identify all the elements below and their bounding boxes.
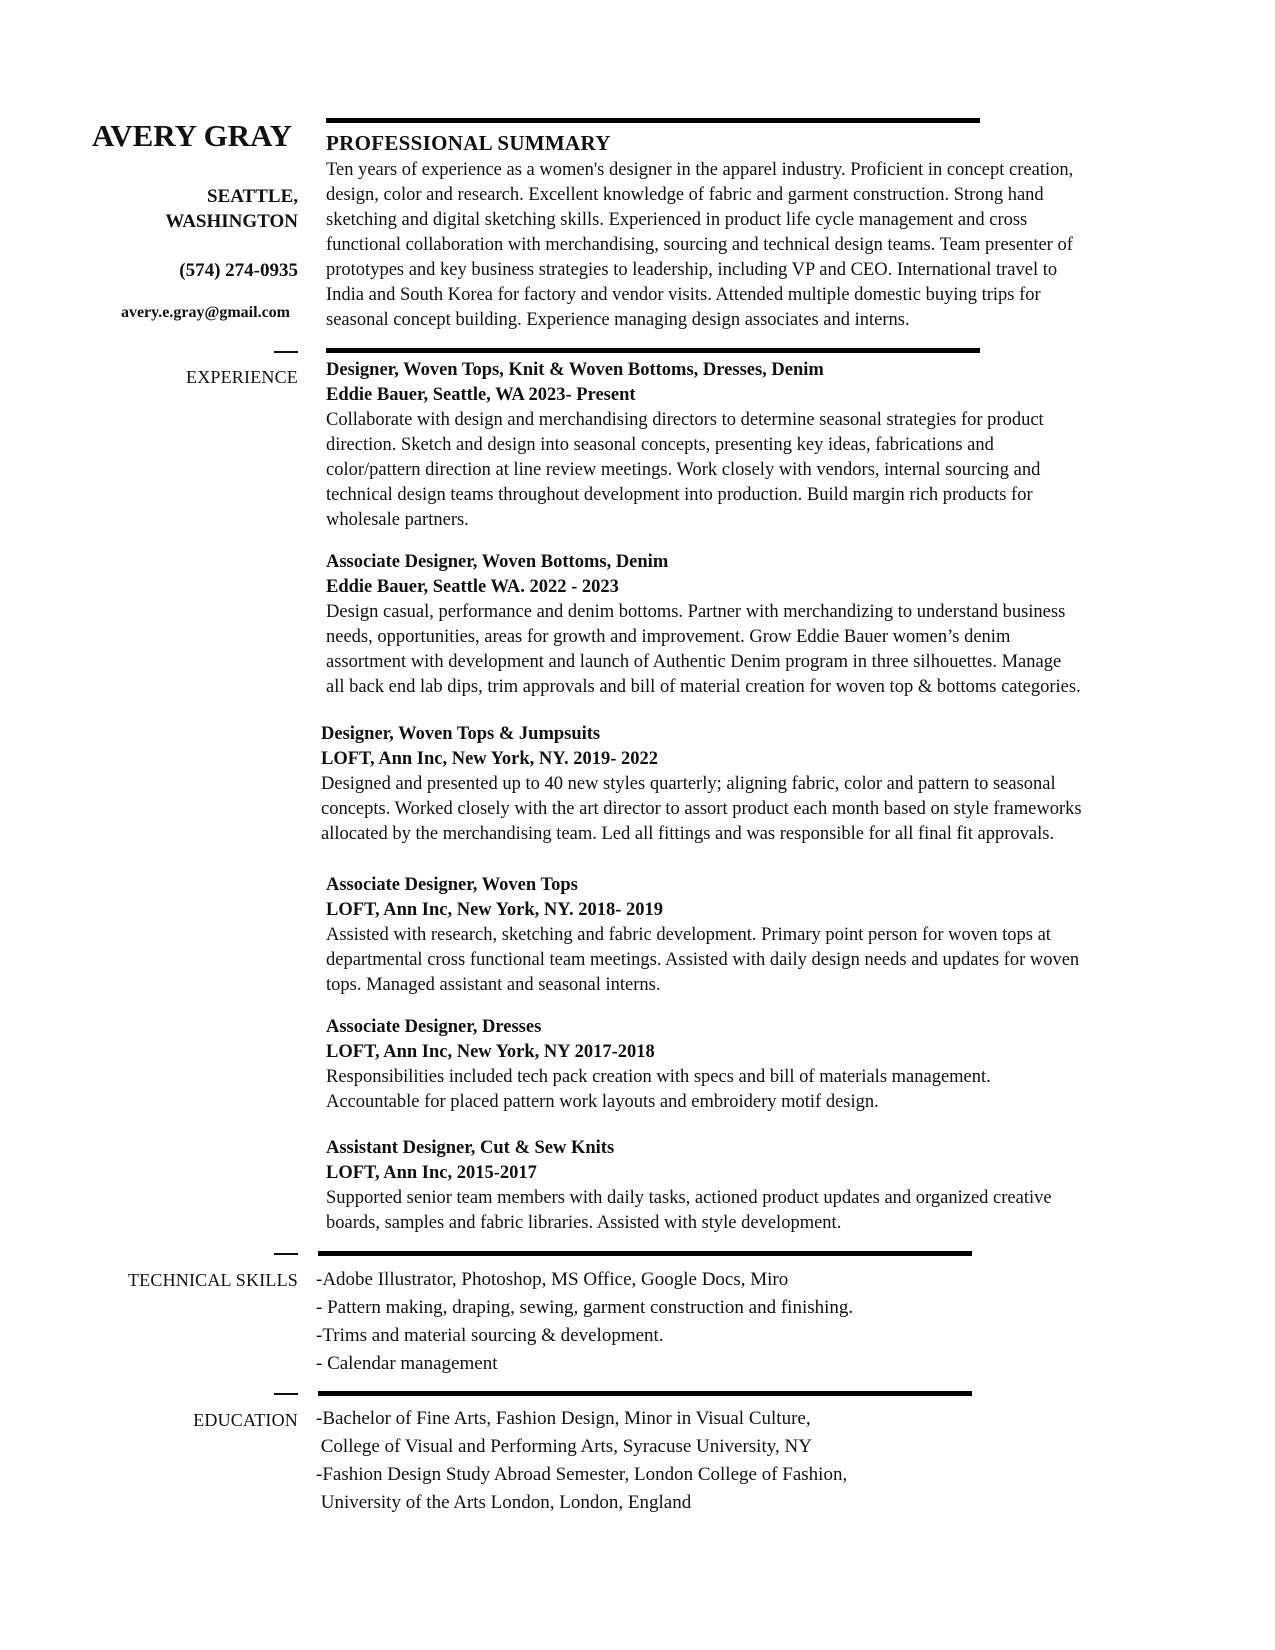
job-line: Assisted with research, sketching and fabric development. Primary point person for woven tops at [326, 925, 1051, 945]
job-title: Assistant Designer, Cut & Sew Knits [326, 1138, 615, 1158]
location [60, 184, 298, 234]
summary-heading: PROFESSIONAL SUMMARY [326, 131, 611, 155]
summary-line: sketching and digital sketching skills. Experienced in product life cycle management and cross [326, 210, 1028, 230]
job-line: Accountable for placed pattern work layouts and embroidery motif design. [326, 1092, 879, 1112]
education-tick [274, 1393, 298, 1395]
job-line: concepts. Worked closely with the art director to assort product each month based on style frameworks [321, 799, 1082, 819]
skills-tick [274, 1253, 298, 1255]
job-line: allocated by the merchandising team. Led all fittings and was responsible for all final fit approvals. [321, 824, 1055, 844]
job-line: Supported senior team members with daily tasks, actioned product updates and organized creative [326, 1188, 1052, 1208]
job-company: LOFT, Ann Inc, New York, NY. 2019- 2022 [321, 749, 658, 769]
job-description [326, 1065, 1186, 1115]
job-title: Designer, Woven Tops, Knit & Woven Bottoms, Dresses, Denim [326, 360, 824, 380]
job-company: LOFT, Ann Inc, 2015-2017 [326, 1163, 537, 1183]
skills-label: TECHNICAL SKILLS [127, 1270, 298, 1290]
job-line: boards, samples and fabric libraries. Assisted with style development. [326, 1213, 842, 1233]
job-description [326, 408, 1186, 533]
job-description [326, 600, 1186, 700]
experience-tick [274, 351, 298, 353]
summary-body [326, 158, 1073, 333]
candidate-name: AVERY GRAY [91, 118, 292, 153]
job-description [321, 772, 1181, 847]
job-description [326, 1186, 1186, 1236]
summary-line: India and South Korea for factory and vendor visits. Attended multiple domestic buying trips for [326, 285, 1041, 305]
education-line: College of Visual and Performing Arts, Syracuse University, NY [316, 1436, 812, 1457]
job-entry [326, 1136, 1186, 1236]
job-entry [321, 722, 1181, 847]
job-company: LOFT, Ann Inc, New York, NY 2017-2018 [326, 1042, 655, 1062]
job-title: Associate Designer, Woven Tops [326, 875, 578, 895]
summary-top-rule [326, 118, 980, 123]
email-address: avery.e.gray@gmail.com [120, 304, 290, 321]
job-company: Eddie Bauer, Seattle WA. 2022 - 2023 [326, 577, 619, 597]
job-line: tops. Managed assistant and seasonal interns. [326, 975, 661, 995]
job-line: Design casual, performance and denim bottoms. Partner with merchandizing to understand business [326, 602, 1066, 622]
summary-line: functional collaboration with merchandising, sourcing and technical design teams. Team presenter of [326, 235, 1073, 255]
summary-line: Ten years of experience as a women's designer in the apparel industry. Proficient in concept creation, [326, 160, 1074, 180]
summary-line: design, color and research. Excellent knowledge of fabric and garment construction. Strong hand [326, 185, 1044, 205]
skill-item: - Pattern making, draping, sewing, garment construction and finishing. [316, 1297, 854, 1318]
location-city: SEATTLE, [207, 186, 298, 207]
summary-line: seasonal concept building. Experience managing design associates and interns. [326, 310, 910, 330]
job-entry [326, 873, 1186, 998]
job-title: Designer, Woven Tops & Jumpsuits [321, 724, 601, 744]
job-description [326, 923, 1186, 998]
job-line: Responsibilities included tech pack creation with specs and bill of materials management. [326, 1067, 991, 1087]
job-entry [326, 550, 1186, 700]
skill-item: - Calendar management [316, 1353, 498, 1374]
job-company: Eddie Bauer, Seattle, WA 2023- Present [326, 385, 636, 405]
education-list [316, 1405, 847, 1517]
skills-list [316, 1266, 853, 1378]
job-line: wholesale partners. [326, 510, 469, 530]
job-line: departmental cross functional team meetings. Assisted with daily design needs and updates for woven [326, 950, 1080, 970]
education-label: EDUCATION [193, 1410, 298, 1430]
job-line: color/pattern direction at line review meetings. Work closely with vendors, internal sourcing and [326, 460, 1041, 480]
skill-item: -Adobe Illustrator, Photoshop, MS Office, Google Docs, Miro [316, 1269, 789, 1290]
job-line: technical design teams throughout development into production. Build margin rich products for [326, 485, 1033, 505]
job-line: direction. Sketch and design into seasonal concepts, presenting key ideas, fabrications and [326, 435, 994, 455]
skill-item: -Trims and material sourcing & development. [316, 1325, 664, 1346]
job-title: Associate Designer, Woven Bottoms, Denim [326, 552, 669, 572]
education-rule [318, 1391, 972, 1396]
job-line: Designed and presented up to 40 new styles quarterly; aligning fabric, color and pattern to seasonal [321, 774, 1056, 794]
education-line: University of the Arts London, London, England [316, 1492, 692, 1513]
education-line: -Bachelor of Fine Arts, Fashion Design, Minor in Visual Culture, [316, 1408, 811, 1429]
job-title: Associate Designer, Dresses [326, 1017, 542, 1037]
phone-number: (574) 274-0935 [179, 260, 298, 281]
experience-label: EXPERIENCE [186, 367, 298, 387]
skills-rule [318, 1251, 972, 1256]
summary-line: prototypes and key business strategies to leadership, including VP and CEO. International travel to [326, 260, 1058, 280]
job-line: needs, opportunities, areas for growth and improvement. Grow Eddie Bauer women’s denim [326, 627, 1011, 647]
job-entry [326, 1015, 1186, 1115]
job-company: LOFT, Ann Inc, New York, NY. 2018- 2019 [326, 900, 663, 920]
job-line: Collaborate with design and merchandising directors to determine seasonal strategies for product [326, 410, 1044, 430]
job-line: all back end lab dips, trim approvals and bill of material creation for woven top & bottoms categories. [326, 677, 1081, 697]
experience-rule [326, 348, 980, 353]
job-entry [326, 358, 1186, 533]
job-line: assortment with development and launch of Authentic Denim program in three silhouettes. Manage [326, 652, 1062, 672]
education-line: -Fashion Design Study Abroad Semester, London College of Fashion, [316, 1464, 848, 1485]
location-state: WASHINGTON [165, 211, 298, 232]
